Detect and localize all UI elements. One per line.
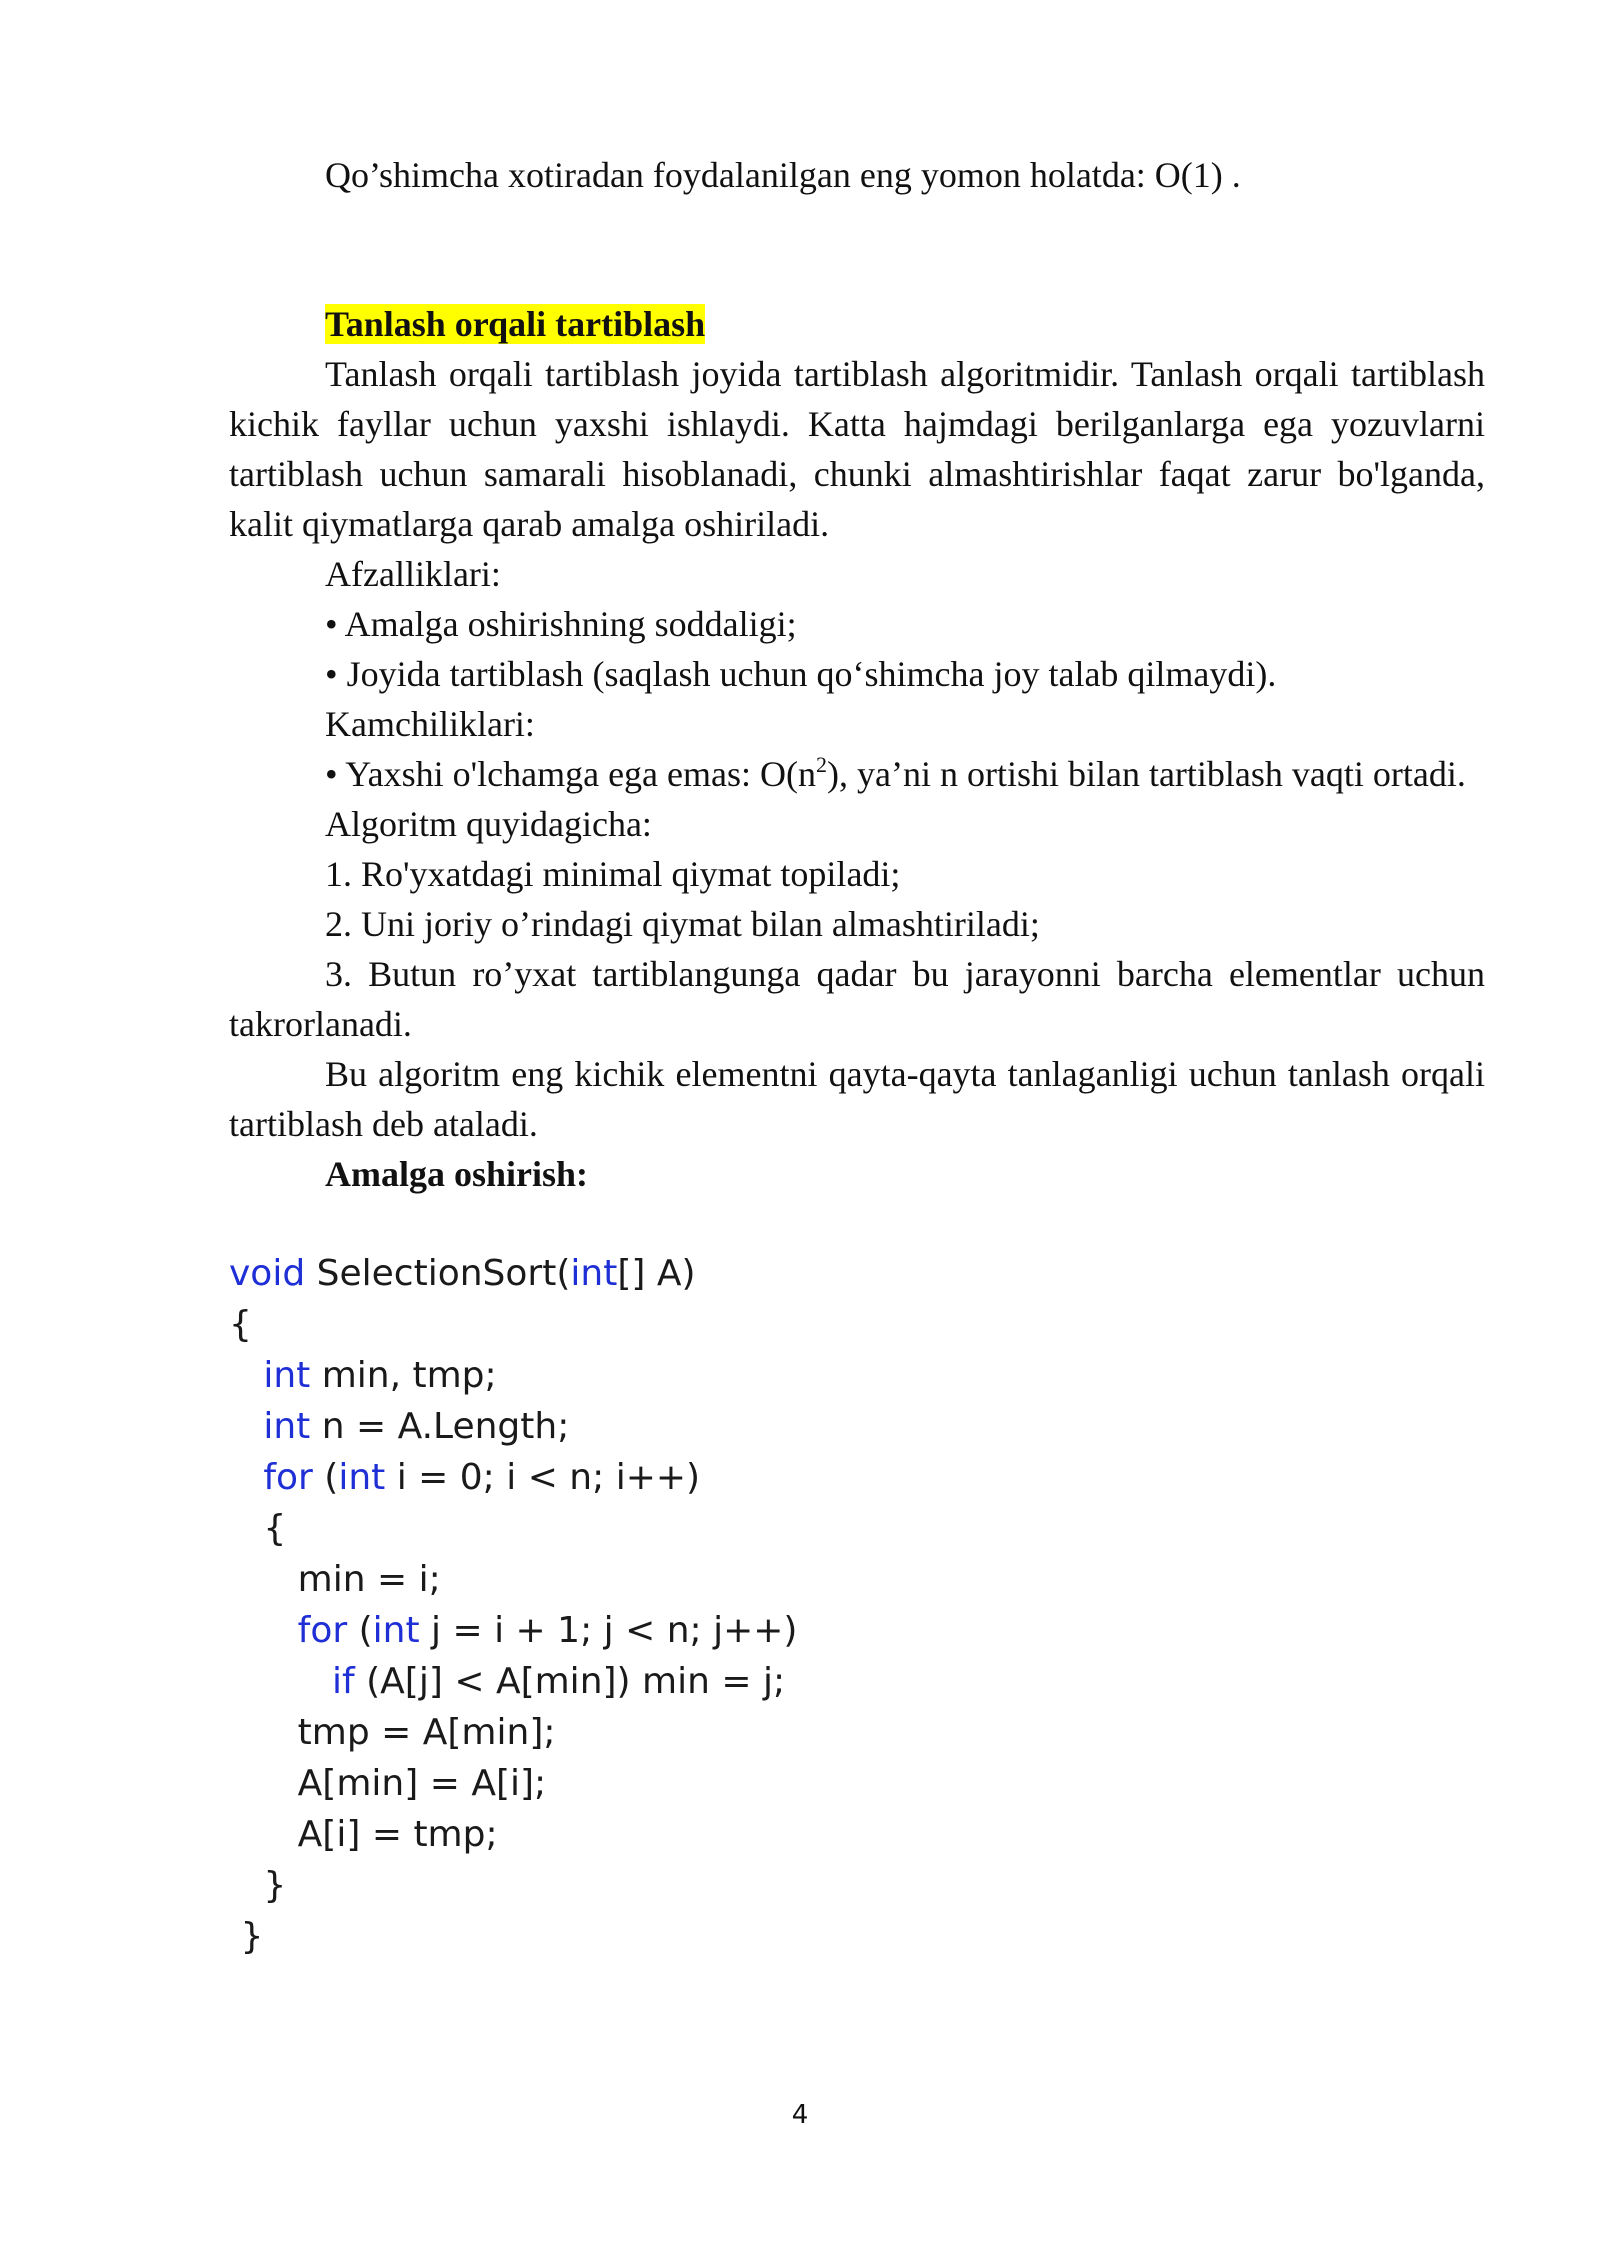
code-line: [229, 1656, 797, 1707]
code-line: [229, 1605, 797, 1656]
advantage-item-1: • Amalga oshirishning soddaligi;: [325, 604, 797, 644]
disadvantage-text-start: • Yaxshi o'lchamga ega emas: O(n: [325, 754, 816, 794]
code-text: min, tmp;: [310, 1355, 497, 1396]
code-keyword: if: [332, 1661, 355, 1702]
code-indent: [229, 1559, 298, 1600]
disadvantage-text-end: ), ya’ni n ortishi bilan tartiblash vaqti ortadi.: [827, 754, 1466, 794]
code-line: [229, 1452, 797, 1503]
code-text: }: [263, 1865, 287, 1906]
code-line: [229, 1554, 797, 1605]
code-line: [229, 1707, 797, 1758]
code-line: [229, 1911, 797, 1962]
code-line: [229, 1401, 797, 1452]
code-keyword: for: [263, 1457, 313, 1498]
intro-line: Qo’shimcha xotiradan foydalanilgan eng yomon holatda: O(1) .: [325, 155, 1241, 195]
disadvantages-title: Kamchiliklari:: [325, 704, 535, 744]
code-indent: [229, 1661, 332, 1702]
code-text: A[i] = tmp;: [297, 1814, 498, 1855]
code-indent: [229, 1763, 298, 1804]
algorithm-step-3: 3. Butun ro’yxat tartiblangunga qadar bu jarayonni barcha elementlar uchun takrorlanadi.: [229, 954, 1485, 1044]
code-text: min = i;: [297, 1559, 441, 1600]
code-keyword: for: [297, 1610, 348, 1651]
code-indent: [229, 1355, 263, 1396]
code-keyword: int: [263, 1406, 311, 1447]
code-text: }: [240, 1916, 264, 1957]
algorithm-title: Algoritm quyidagicha:: [325, 804, 652, 844]
code-listing: [229, 1248, 797, 1962]
advantage-item-2: • Joyida tartiblash (saqlash uchun qo‘shimcha joy talab qilmaydi).: [325, 654, 1277, 694]
code-indent: [229, 1457, 263, 1498]
intro-paragraph: Tanlash orqali tartiblash joyida tartiblash algoritmidir. Tanlash orqali tartiblash kichik fayllar uchun yaxshi ishlaydi. Katta hajmdagi berilganlarga ega yozuvlarni tartiblash uchun samarali hisoblanadi, chunki almashtirishlar faqat zarur bo'lganda, kalit qiymatlarga qarab amalga oshiriladi.: [229, 354, 1485, 544]
code-line: [229, 1809, 797, 1860]
code-indent: [229, 1508, 263, 1549]
naming-paragraph: Bu algoritm eng kichik elementni qayta-qayta tanlaganligi uchun tanlash orqali tartiblash deb ataladi.: [229, 1054, 1485, 1144]
code-keyword: int: [338, 1457, 386, 1498]
code-text: j = i + 1; j < n; j++): [419, 1610, 798, 1651]
code-text: {: [229, 1304, 252, 1345]
code-text: (A[j] < A[min]) min = j;: [354, 1661, 786, 1702]
code-text: A[min] = A[i];: [297, 1763, 547, 1804]
code-keyword: int: [372, 1610, 420, 1651]
code-line: [229, 1350, 797, 1401]
code-line: [229, 1503, 797, 1554]
code-keyword: void: [229, 1253, 306, 1294]
section-heading: [229, 299, 1485, 349]
code-keyword: int: [263, 1355, 311, 1396]
section-body: [229, 299, 1485, 1199]
code-indent: [229, 1610, 298, 1651]
code-indent: [229, 1916, 240, 1957]
implementation-title: Amalga oshirish:: [325, 1154, 589, 1194]
code-text: (: [312, 1457, 339, 1498]
intro-block: [229, 150, 1485, 200]
section-heading-text: Tanlash orqali tartiblash: [325, 304, 706, 344]
code-line: [229, 1248, 797, 1299]
code-line: [229, 1860, 797, 1911]
algorithm-step-2: 2. Uni joriy o’rindagi qiymat bilan almashtiriladi;: [325, 904, 1040, 944]
code-text: {: [263, 1508, 287, 1549]
code-text: n = A.Length;: [310, 1406, 570, 1447]
code-indent: [229, 1712, 298, 1753]
code-text: [] A): [617, 1253, 696, 1294]
code-line: [229, 1299, 797, 1350]
algorithm-step-1: 1. Ro'yxatdagi minimal qiymat topiladi;: [325, 854, 901, 894]
code-indent: [229, 1814, 298, 1855]
code-indent: [229, 1406, 263, 1447]
code-text: i = 0; i < n; i++): [385, 1457, 701, 1498]
code-line: [229, 1758, 797, 1809]
code-text: tmp = A[min];: [297, 1712, 556, 1753]
disadvantage-exponent: 2: [816, 752, 827, 777]
code-keyword: int: [570, 1253, 618, 1294]
code-indent: [229, 1865, 263, 1906]
code-text: SelectionSort(: [305, 1253, 571, 1294]
advantages-title: Afzalliklari:: [325, 554, 501, 594]
code-text: (: [347, 1610, 373, 1651]
disadvantage-item: [229, 749, 1485, 799]
page-number: 4: [791, 2100, 809, 2130]
